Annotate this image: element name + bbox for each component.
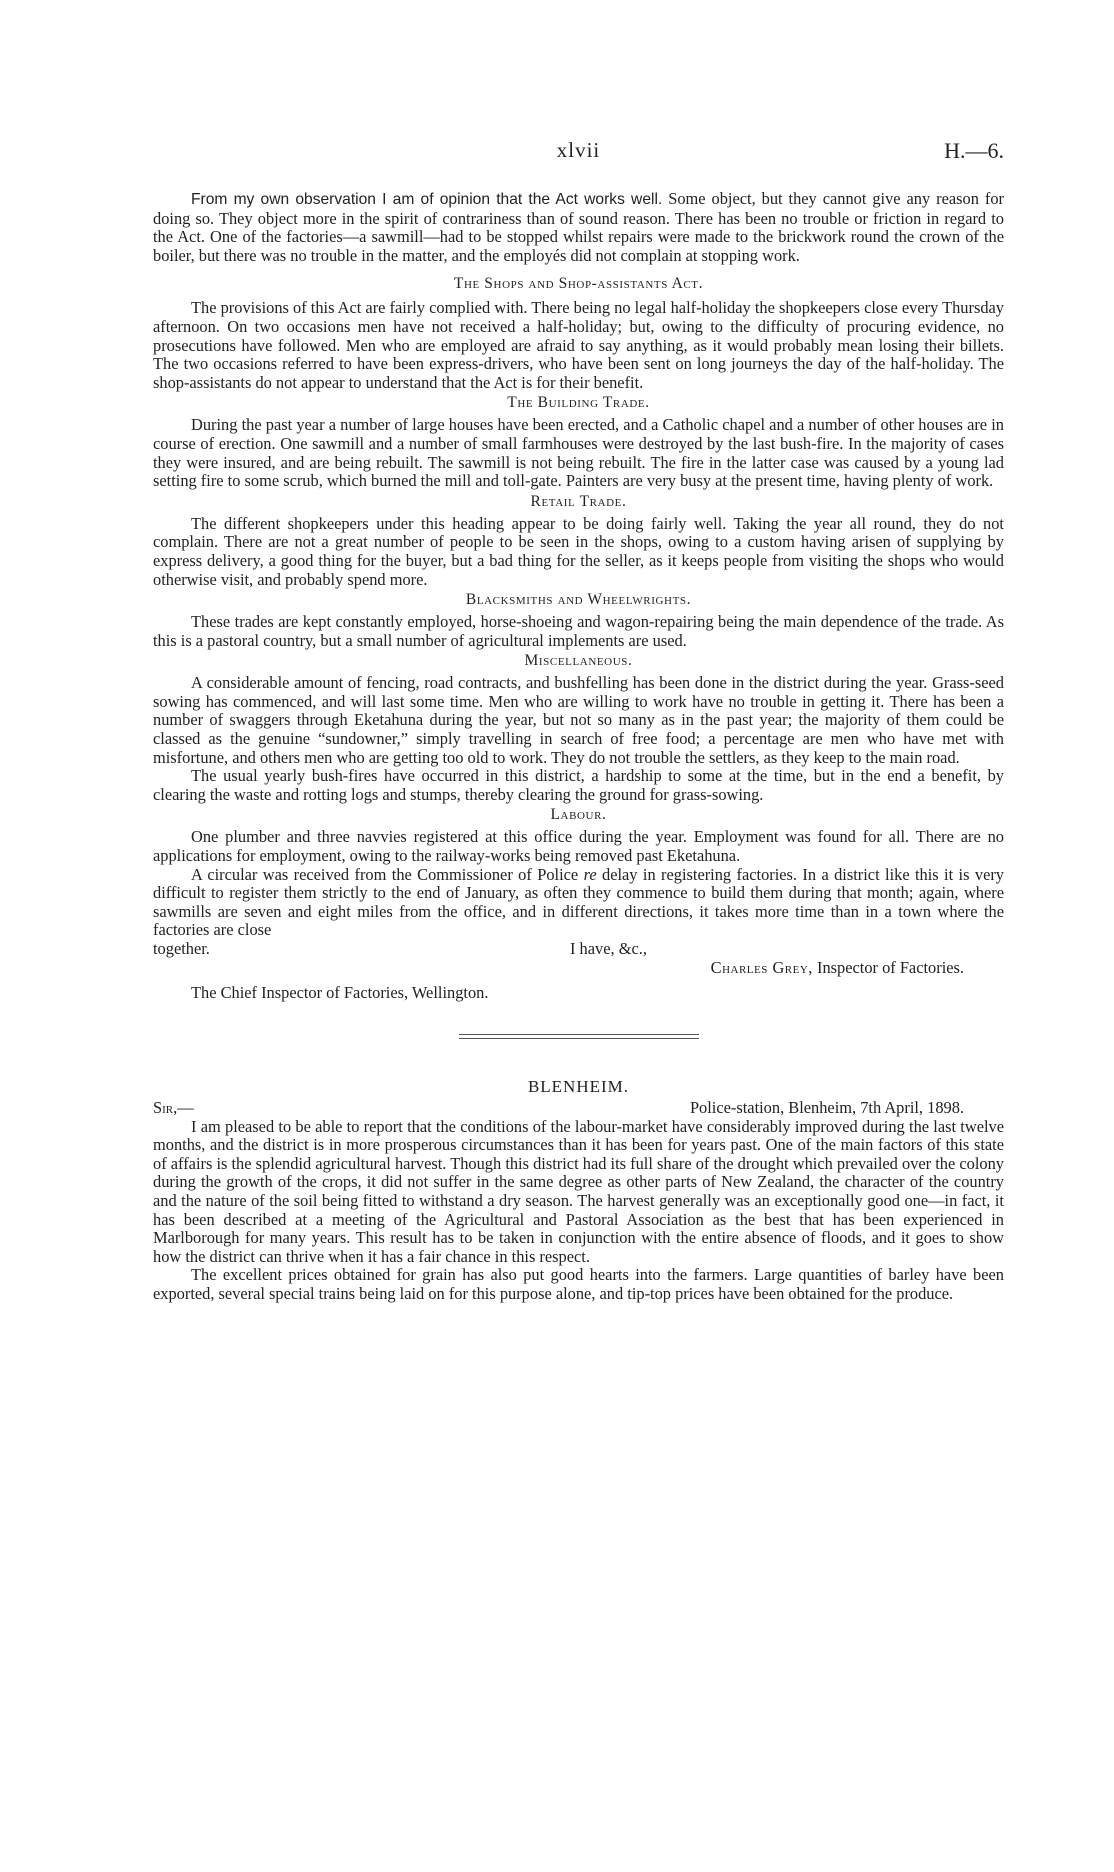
- section-paragraph: The provisions of this Act are fairly complied with. There being no legal half-holiday the shopkeepers close every Thursday afternoon. On two occasions men have not received a half-holiday; but, owing to the difficulty of procuring evidence, no prosecutions have followed. Men who are employed are afraid to say anything, as it would probably mean losing their billets. The two occasions referred to have been express-drivers, who have been sent on long journeys the day of the half-holiday. The shop-assistants do not appear to understand that the Act is for their benefit.: [153, 298, 1004, 392]
- signature: [153, 959, 1004, 978]
- section-paragraph: These trades are kept constantly employed, horse-shoeing and wagon-repairing being the main dependence of the trade. As this is a pastoral country, but a small number of agricultural implements are used.: [153, 612, 1004, 650]
- blenheim-paragraph: The excellent prices obtained for grain has also put good hearts into the farmers. Large quantities of barley have been exported, several special trains being laid on for this purpose alone, and tip-top prices have been obtained for the produce.: [153, 1265, 1004, 1303]
- circular-text-before: A circular was received from the Commissioner of Police: [191, 864, 584, 884]
- document-page: [153, 134, 1004, 1304]
- closing-word: together.: [153, 939, 210, 958]
- salutation: Sir,—: [153, 1097, 194, 1117]
- signature-title: Inspector of Factories.: [812, 958, 964, 977]
- section-paragraph: The usual yearly bush-fires have occurred in this district, a hardship to some at the time, but in the end a benefit, by clearing the waste and rotting logs and stumps, thereby clearing the ground for grass-sowing.: [153, 766, 1004, 804]
- addressee: The Chief Inspector of Factories, Wellington.: [191, 982, 489, 1002]
- section-paragraph: The different shopkeepers under this heading appear to be doing fairly well. Taking the year all round, they do not complain. There are not a great number of people to be seen in the shops, owing to a custom having arisen of supplying by express delivery, a good thing for the buyer, but a bad thing for the seller, as it keeps people from visiting the shops who would otherwise visit, and probably spend more.: [153, 513, 1004, 589]
- circular-paragraph: [153, 866, 1004, 940]
- section-heading-labour: Labour.: [550, 806, 607, 824]
- section-paragraph: During the past year a number of large houses have been erected, and a Catholic chapel and a number of other houses are in course of erection. One sawmill and a number of small farmhouses were destroyed by the last bush-fire. In the majority of cases they were insured, and are being rebuilt. The sawmill is not being rebuilt. The fire in the latter case was caused by a young lad setting fire to some scrub, which burned the mill and toll-gate. Painters are very busy at the present time, having plenty of work.: [153, 415, 1004, 491]
- salutation-row: [153, 1099, 1004, 1118]
- report-body: [153, 190, 1004, 1304]
- section-divider: [459, 1034, 699, 1039]
- document-reference: H.—6.: [944, 138, 1004, 163]
- section-paragraph: A considerable amount of fencing, road contracts, and bushfelling has been done in the district during the year. Grass-seed sowing has commenced, and will last some time. Men who are willing to work have no trouble in getting it. There has been a number of swaggers through Eketahuna during the year, but not so many as in the past year; the majority of them could be classed as the genuine “sundowner,” simply travelling in search of free food; a percentage are men who have met with misfortune, and others men who are getting too old to work. They do not trouble the settlers, as they keep to the main road.: [153, 673, 1004, 767]
- dateline: Police-station, Blenheim, 7th April, 1898.: [689, 1097, 964, 1117]
- closing-line: [153, 940, 1004, 959]
- section-heading-blacksmiths: Blacksmiths and Wheelwrights.: [465, 591, 692, 609]
- intro-rest-text: Some object, but they cannot give any reason for doing so. They object more in the spirit of contrariness than of sound reason. There has been no trouble or friction in regard to the Act. One of the factories—a sawmill—had to be stopped whilst repairs were made to the brickwork round the crown of the boiler, but there was no trouble in the matter, and the employés did not complain at stopping work.: [153, 189, 1004, 265]
- intro-bold-text: From my own observation I am of opinion that the Act works well.: [191, 191, 663, 208]
- intro-paragraph: [153, 190, 1004, 265]
- section-heading-retail-trade: Retail Trade.: [530, 492, 627, 510]
- section-heading-miscellaneous: Miscellaneous.: [524, 652, 633, 670]
- section-heading-shops-act: The Shops and Shop-assistants Act.: [453, 275, 704, 293]
- blenheim-paragraph: I am pleased to be able to report that the conditions of the labour-market have considerably improved during the last twelve months, and the district is in more prosperous circumstances than it has been for years past. One of the main factors of this state of affairs is the splendid agricultural harvest. Though this district had its full share of the drought which prevailed over the colony during the growth of the crops, it did not suffer in the same degree as other parts of New Zealand, the character of the country and the nature of the soil being fitted to withstand a dry season. The harvest generally was an exceptionally good one—in fact, it has been described at a meeting of the Agricultural and Pastoral Association as the best that has been experienced in Marlborough for many years. This result has to be taken in conjunction with the entire absence of floods, and it goes to show how the district can thrive when it has a fair chance in this respect.: [153, 1116, 1004, 1266]
- page-number: xlvii: [556, 138, 601, 162]
- circular-re-italic: re: [583, 864, 597, 884]
- signature-name: Charles Grey,: [710, 958, 813, 977]
- section-paragraph: One plumber and three navvies registered at this office during the year. Employment was found for all. There are no applications for employment, owing to the railway-works being removed past Eketahuna.: [153, 827, 1004, 866]
- section-heading-building-trade: The Building Trade.: [507, 394, 650, 412]
- circular-text-after: delay in registering factories. In a district like this it is very difficult to register them strictly to the end of January, as often they commence to build them during that month; again, where sawmills are seven and eight miles from the office, and in different directions, it takes more time than in a town where the factories are close: [153, 864, 1004, 940]
- report-title-blenheim: BLENHEIM.: [527, 1076, 630, 1096]
- closing-phrase: I have, &c.,: [570, 939, 647, 958]
- page-header: [153, 134, 1004, 166]
